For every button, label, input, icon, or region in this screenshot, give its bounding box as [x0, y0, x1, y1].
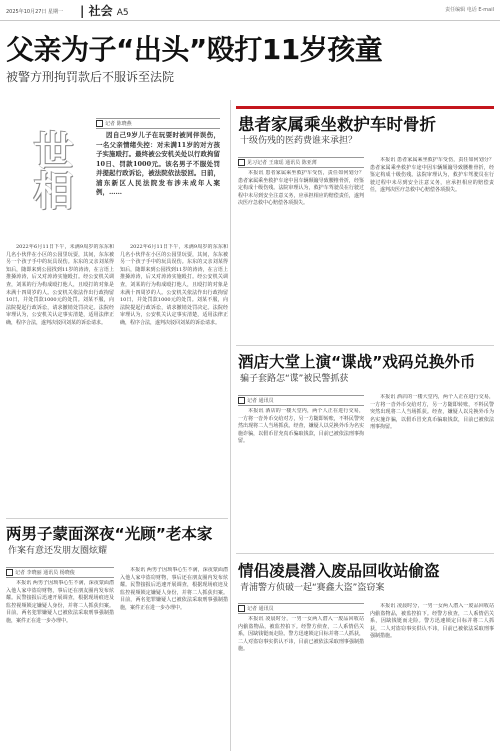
- left-bottom-subheadline: 作案有意还发朋友圈炫耀: [8, 546, 108, 556]
- right-bottom-body-col1: 本报讯 凌晨时分，一男一女两人潜入一废品回收站内偷盗物品，被监控拍下。经警方侦查，二人系情侣关系，因缺钱铤而走险。警方迅速锁定目标并将二人抓获，二人对盗窃事实供认不讳，目前已被依法采取刑事强制措施。: [238, 616, 364, 653]
- right-top-headline: 患者家属乘坐救护车时骨折: [238, 115, 436, 134]
- left-bottom-byline: 记者 李晓丽 通讯员 杨晓俊: [6, 567, 114, 578]
- section-title: | 社会 A5: [80, 4, 129, 18]
- lead-bigchars: 世相: [27, 130, 74, 210]
- right-mid-headline: 酒店大堂上演“谍战”戏码兑换外币: [238, 353, 476, 371]
- issue-date: 2025年10月27日 星期一: [6, 9, 64, 15]
- newspaper-header: [0, 0, 500, 21]
- right-bottom-byline: 记者 通讯员: [238, 603, 364, 614]
- reporter-icon: [238, 605, 245, 612]
- left-bottom-body-col2: 本报讯 两男子因琐事心生不满，深夜蒙面潜入他人家中盗窃财物，事后还在朋友圈内发布炫耀。民警接报后迅速开展调查，根据现场痕迹及监控视频锁定嫌疑人身份，并将二人抓获归案。目前，两名犯罪嫌疑人已被依法采取刑事强制措施，案件正在进一步办理中。: [120, 567, 228, 611]
- lead-intro: 因自己9岁儿子在玩耍时被同伴误伤，一名父亲情绪失控：对未满11岁的对方孩子实施殴打。最终被公安机关处以行政拘留10日、罚款1000元。该名男子不服处罚并提起行政诉讼，被法院依法驳回。日前，浦东新区人民法院发布涉未成年人案例，……: [96, 131, 220, 196]
- reporter-icon: [238, 397, 245, 404]
- right-bottom-rule: [236, 553, 494, 554]
- right-mid-body-col2: 本报讯 酒店的一楼大堂内，两个人正在进行交易，一方将一沓外币交给对方，另一方随即转账，不料民警突然出现将二人当场抓获。经查，嫌疑人以兑换外币为名实施诈骗，以假币冒充真币骗取钱款，目前已被依法刑事拘留。: [370, 394, 494, 431]
- lead-headline: 父亲为子“出头”殴打11岁孩童: [6, 33, 383, 66]
- left-bottom-body-col1: 本报讯 两男子因琐事心生不满，深夜蒙面潜入他人家中盗窃财物，事后还在朋友圈内发布炫耀。民警接报后迅速开展调查，根据现场痕迹及监控视频锁定嫌疑人身份，并将二人抓获归案。目前，两名犯罪嫌疑人已被依法采取刑事强制措施，案件正在进一步办理中。: [6, 580, 114, 624]
- left-bottom-headline: 两男子蒙面深夜“光顾”老本家: [6, 525, 213, 543]
- right-top-body-col2: 本报讯 患者家属乘坐救护车受伤，责任如何划分？患者家属乘坐救护车途中因车辆颠簸导致腰椎骨折，经鉴定构成十级伤残。法院审理认为，救护车驾驶员在行驶过程中未尽到安全注意义务，应承担相应的赔偿责任，遂判决医疗急救中心赔偿各项损失。: [370, 157, 494, 194]
- right-bottom-body-col2: 本报讯 凌晨时分，一男一女两人潜入一废品回收站内偷盗物品，被监控拍下。经警方侦查，二人系情侣关系，因缺钱铤而走险。警方迅速锁定目标并将二人抓获，二人对盗窃事实供认不讳，目前已被依法采取刑事强制措施。: [370, 603, 494, 640]
- right-bottom-headline: 情侣凌晨潜入废品回收站偷盗: [238, 562, 440, 580]
- right-mid-subheadline: 骗子套路怎“谍”被民警抓获: [240, 374, 349, 384]
- right-top-body-col1: 本报讯 患者家属乘坐救护车受伤，责任如何划分？患者家属乘坐救护车途中因车辆颠簸导致腰椎骨折，经鉴定构成十级伤残。法院审理认为，救护车驾驶员在行驶过程中未尽到安全注意义务，应承担相应的赔偿责任，遂判决医疗急救中心赔偿各项损失。: [238, 170, 364, 207]
- reporter-icon: [96, 120, 103, 127]
- reporter-icon: [238, 159, 245, 166]
- right-top-byline: 见习记者 王康瑶 通讯员 陈亚薄: [238, 157, 364, 168]
- right-bottom-subheadline: 青浦警方侦破一起“赛鑫大盗”盗窃案: [240, 583, 385, 593]
- column-divider: [230, 100, 231, 751]
- right-top-subheadline: 十级伤残的医药费谁来承担？: [240, 136, 358, 146]
- section-divider: [236, 345, 494, 346]
- page-number: A5: [116, 8, 129, 18]
- right-mid-byline: 记者 通讯员: [238, 395, 364, 406]
- reporter-icon: [6, 569, 13, 576]
- lead-body-col2: 2022年6月11日下午，未满9周岁的东东和几名小伙伴在小区的公园里玩耍，其间，东东被另一个孩子手中的玩具误伤。东东的父亲刘某得知后，随即来到公园找到11岁的涛涛，在言语上推搡涛涛，后又对涛涛实施殴打。经公安机关调查，刘某的行为构成殴打他人，且殴打的对象是未满十四周岁的人。公安机关依法作出行政拘留10日，并处罚款1000元的处罚。刘某不服，向法院提起行政诉讼，请求撤销处罚决定。法院经审理认为，公安机关认定事实清楚，适用法律正确，程序合法，遂判决驳回刘某的诉讼请求。: [120, 244, 228, 326]
- lead-byline: 记者 陈晓燕: [96, 118, 220, 129]
- right-top-bar: [236, 106, 494, 109]
- editor-info: 责任编辑 电话 E-mail: [445, 7, 494, 13]
- lead-body-col1: 2022年6月11日下午，未满9周岁的东东和几名小伙伴在小区的公园里玩耍，其间，东东被另一个孩子手中的玩具误伤。东东的父亲刘某得知后，随即来到公园找到11岁的涛涛，在言语上推搡涛涛，后又对涛涛实施殴打。经公安机关调查，刘某的行为构成殴打他人，且殴打的对象是未满十四周岁的人。公安机关依法作出行政拘留10日，并处罚款1000元的处罚。刘某不服，向法院提起行政诉讼，请求撤销处罚决定。法院经审理认为，公安机关认定事实清楚，适用法律正确，程序合法，遂判决驳回刘某的诉讼请求。: [6, 244, 114, 326]
- left-bottom-rule: [6, 518, 228, 519]
- lead-subheadline: 被警方刑拘罚款后不服诉至法院: [6, 70, 175, 84]
- right-mid-body-col1: 本报讯 酒店的一楼大堂内，两个人正在进行交易，一方将一沓外币交给对方，另一方随即转账，不料民警突然出现将二人当场抓获。经查，嫌疑人以兑换外币为名实施诈骗，以假币冒充真币骗取钱款，目前已被依法刑事拘留。: [238, 408, 364, 445]
